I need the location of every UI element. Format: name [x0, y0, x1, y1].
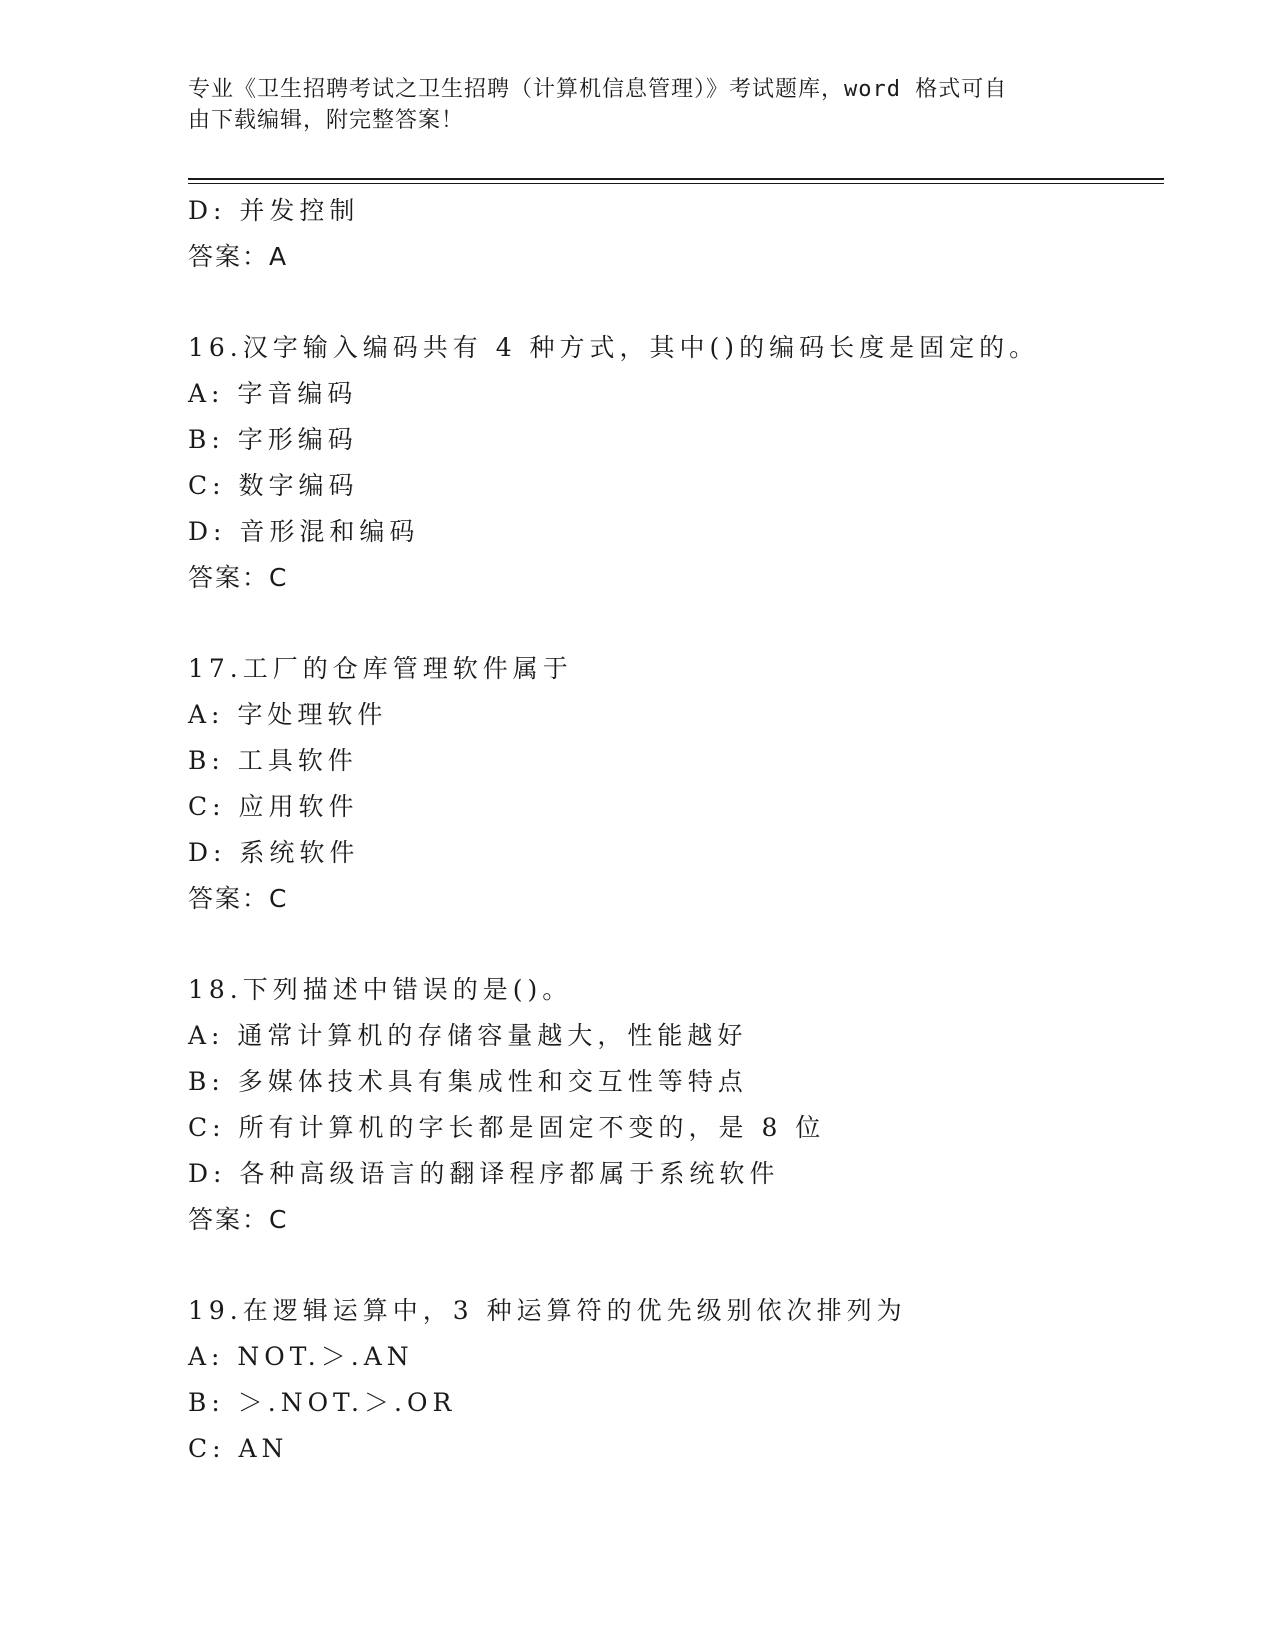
- spacer: [188, 922, 1148, 967]
- document-header: [188, 74, 1068, 136]
- option-d: D: 各种高级语言的翻译程序都属于系统软件: [188, 1159, 780, 1188]
- option-a: A: NOT.＞.AN: [188, 1342, 414, 1371]
- option-b: B: 字形编码: [188, 425, 358, 454]
- option-a: A: 字音编码: [188, 379, 358, 408]
- spacer: [188, 601, 1148, 646]
- spacer: [188, 280, 1148, 325]
- option-c: C: 数字编码: [188, 471, 359, 500]
- answer: 答案：C: [188, 884, 289, 913]
- prev-question-option-d: D: 并发控制: [188, 196, 360, 225]
- option-c: C: 所有计算机的字长都是固定不变的，是 8 位: [188, 1113, 826, 1142]
- header-line-2: 由下载编辑，附完整答案！: [188, 108, 465, 133]
- option-d: D: 系统软件: [188, 838, 360, 867]
- header-divider-thick: [188, 178, 1164, 180]
- answer: 答案：C: [188, 563, 289, 592]
- option-c: C: AN: [188, 1434, 289, 1463]
- option-a: A: 字处理软件: [188, 700, 388, 729]
- question-content: [188, 188, 1148, 1472]
- question-18: [188, 967, 1148, 1243]
- option-b: B: 工具软件: [188, 746, 358, 775]
- option-a: A: 通常计算机的存储容量越大，性能越好: [188, 1021, 748, 1050]
- question-stem: 19.在逻辑运算中，3 种运算符的优先级别依次排列为: [188, 1296, 907, 1325]
- spacer: [188, 1243, 1148, 1288]
- header-divider-thin: [188, 183, 1164, 184]
- question-stem: 18.下列描述中错误的是()。: [188, 975, 573, 1004]
- option-b: B: ＞.NOT.＞.OR: [188, 1388, 457, 1417]
- question-19: [188, 1288, 1148, 1472]
- question-stem: 16.汉字输入编码共有 4 种方式，其中()的编码长度是固定的。: [188, 333, 1040, 362]
- option-d: D: 音形混和编码: [188, 517, 420, 546]
- question-16: [188, 325, 1148, 601]
- header-line-1: 专业《卫生招聘考试之卫生招聘（计算机信息管理）》考试题库，word 格式可自: [188, 77, 1008, 102]
- question-stem: 17.工厂的仓库管理软件属于: [188, 654, 573, 683]
- answer: 答案：C: [188, 1205, 289, 1234]
- option-b: B: 多媒体技术具有集成性和交互性等特点: [188, 1067, 748, 1096]
- prev-question-answer: 答案：A: [188, 242, 289, 271]
- question-17: [188, 646, 1148, 922]
- option-c: C: 应用软件: [188, 792, 359, 821]
